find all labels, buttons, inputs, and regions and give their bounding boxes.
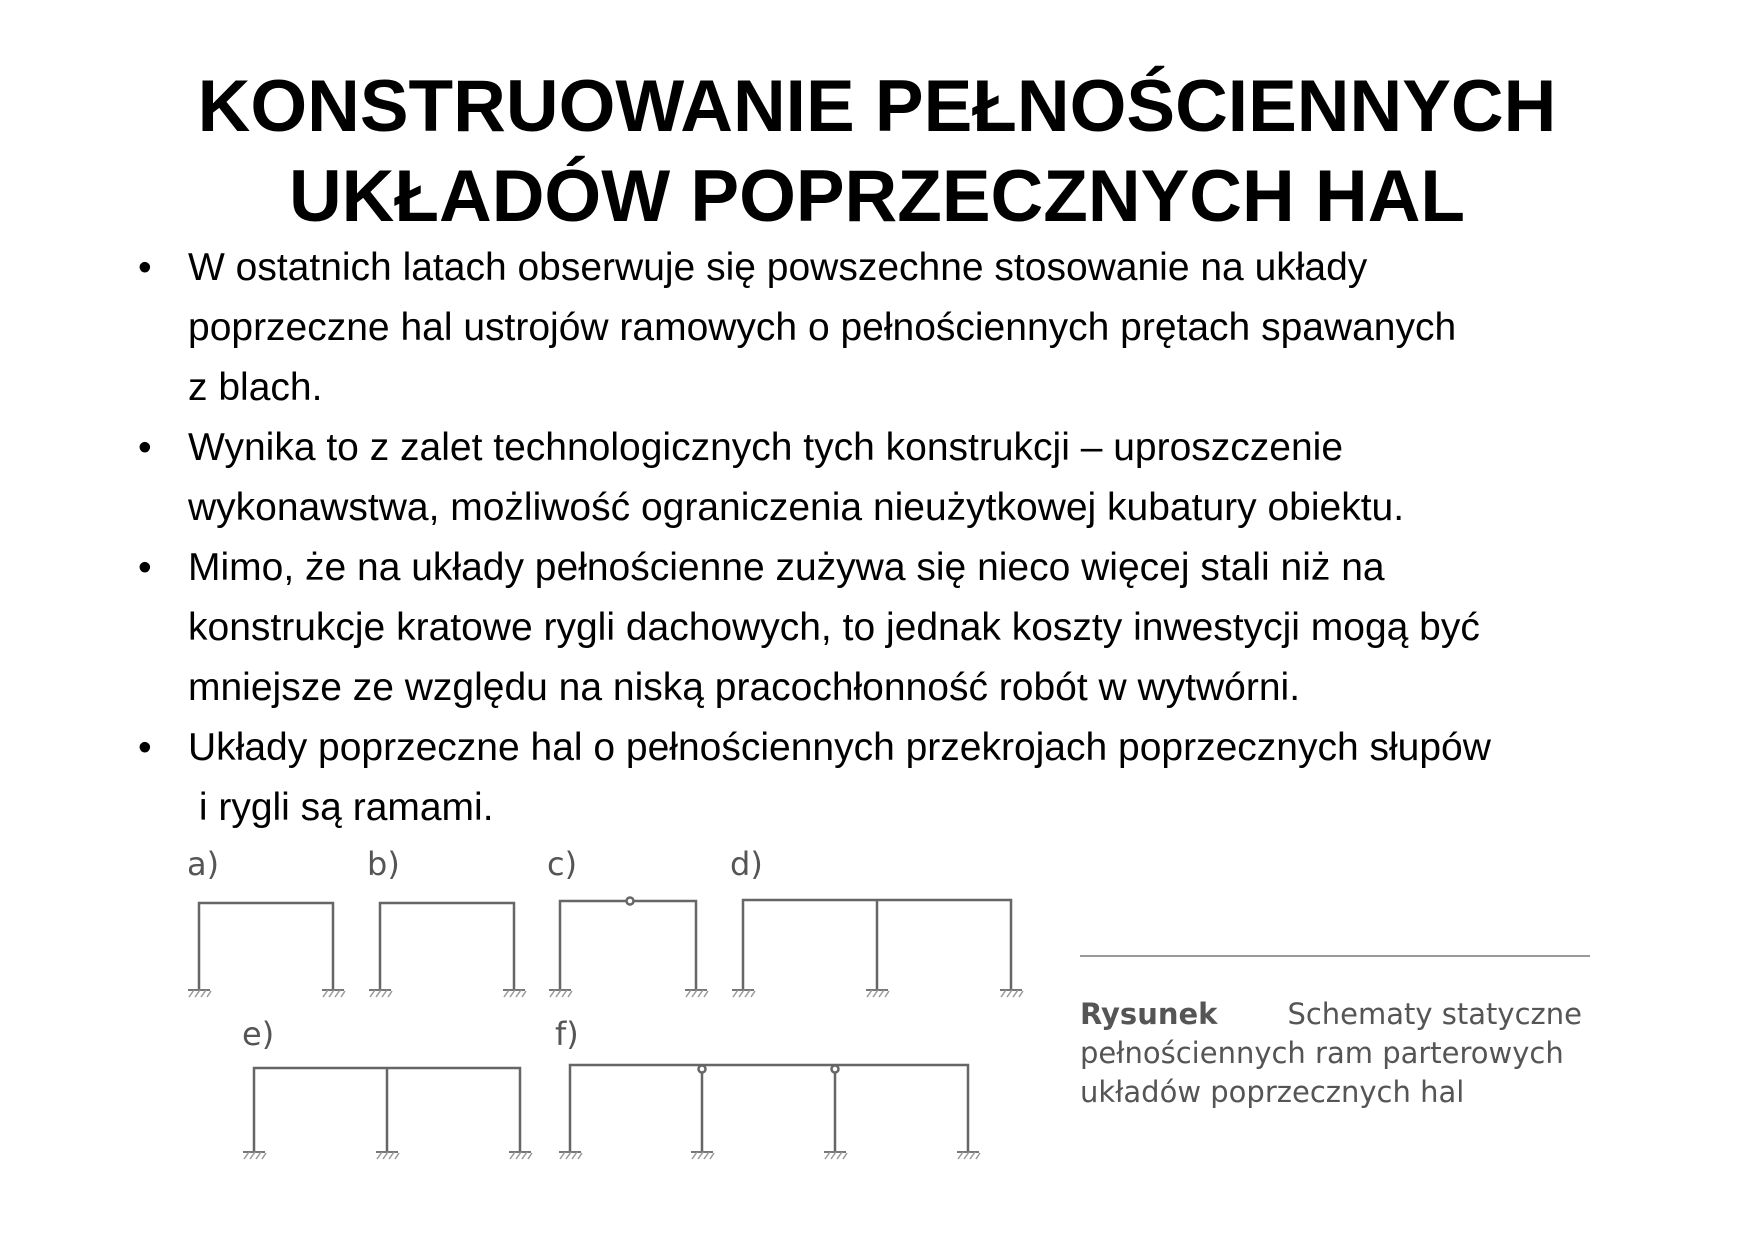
bullet-item bbox=[138, 718, 1618, 838]
figure-label-e: e) bbox=[242, 1015, 275, 1053]
bullet-text-line: z blach. bbox=[188, 366, 323, 409]
caption-text-2: pełnościennych ram parterowych bbox=[1080, 1036, 1564, 1070]
bullet-marker: • bbox=[138, 546, 152, 589]
frame-schematics-figure bbox=[180, 845, 1080, 1175]
title-line-2: UKŁADÓW POPRZECZNYCH HAL bbox=[288, 156, 1466, 237]
bullet-item bbox=[138, 418, 1618, 538]
figure-caption bbox=[1080, 995, 1580, 1112]
figure-label-c: c) bbox=[547, 845, 578, 883]
bullet-marker: • bbox=[138, 426, 152, 469]
bullet-text-line: Wynika to z zalet technologicznych tych konstrukcji – uproszczenie bbox=[188, 426, 1344, 469]
bullet-list bbox=[138, 238, 1618, 838]
caption-text-1: Schematy statyczne bbox=[1287, 997, 1582, 1031]
caption-line-1 bbox=[1080, 995, 1580, 1034]
frame-c-diagram bbox=[549, 898, 708, 998]
figure-label-d: d) bbox=[730, 845, 763, 883]
bullet-text-line: poprzeczne hal ustrojów ramowych o pełnościennych prętach spawanych bbox=[188, 306, 1457, 349]
frame-diagrams-svg bbox=[180, 845, 1080, 1175]
caption-heading: Rysunek bbox=[1080, 997, 1218, 1031]
frame-b-diagram bbox=[369, 903, 526, 997]
bullet-text-line: konstrukcje kratowe rygli dachowych, to jednak koszty inwestycji mogą być bbox=[188, 606, 1480, 649]
bullet-marker: • bbox=[138, 726, 152, 769]
caption-text-3: układów poprzecznych hal bbox=[1080, 1075, 1465, 1109]
figure-label-b: b) bbox=[367, 845, 400, 883]
bullet-text-line: i rygli są ramami. bbox=[188, 786, 494, 829]
page-title bbox=[0, 62, 1754, 242]
bullet-item bbox=[138, 538, 1618, 718]
frame-d-diagram bbox=[732, 900, 1023, 997]
frame-f-diagram bbox=[559, 1065, 980, 1159]
bullet-text-line: W ostatnich latach obserwuje się powszechne stosowanie na układy bbox=[188, 246, 1368, 289]
bullet-marker: • bbox=[138, 246, 152, 289]
bullet-text-line: wykonawstwa, możliwość ograniczenia nieużytkowej kubatury obiektu. bbox=[188, 486, 1405, 529]
caption-divider bbox=[1080, 955, 1590, 957]
figure-label-f: f) bbox=[555, 1015, 579, 1053]
bullet-item bbox=[138, 238, 1618, 418]
bullet-text-line: mniejsze ze względu na niską pracochłonność robót w wytwórni. bbox=[188, 666, 1301, 709]
frame-a-diagram bbox=[188, 903, 345, 997]
frame-e-diagram bbox=[243, 1068, 532, 1159]
figure-label-a: a) bbox=[187, 845, 220, 883]
bullet-text-line: Układy poprzeczne hal o pełnościennych przekrojach poprzecznych słupów bbox=[188, 726, 1491, 769]
title-line-1: KONSTRUOWANIE PEŁNOŚCIENNYCH bbox=[197, 66, 1557, 147]
bullet-text-line: Mimo, że na układy pełnościenne zużywa się nieco więcej stali niż na bbox=[188, 546, 1385, 589]
